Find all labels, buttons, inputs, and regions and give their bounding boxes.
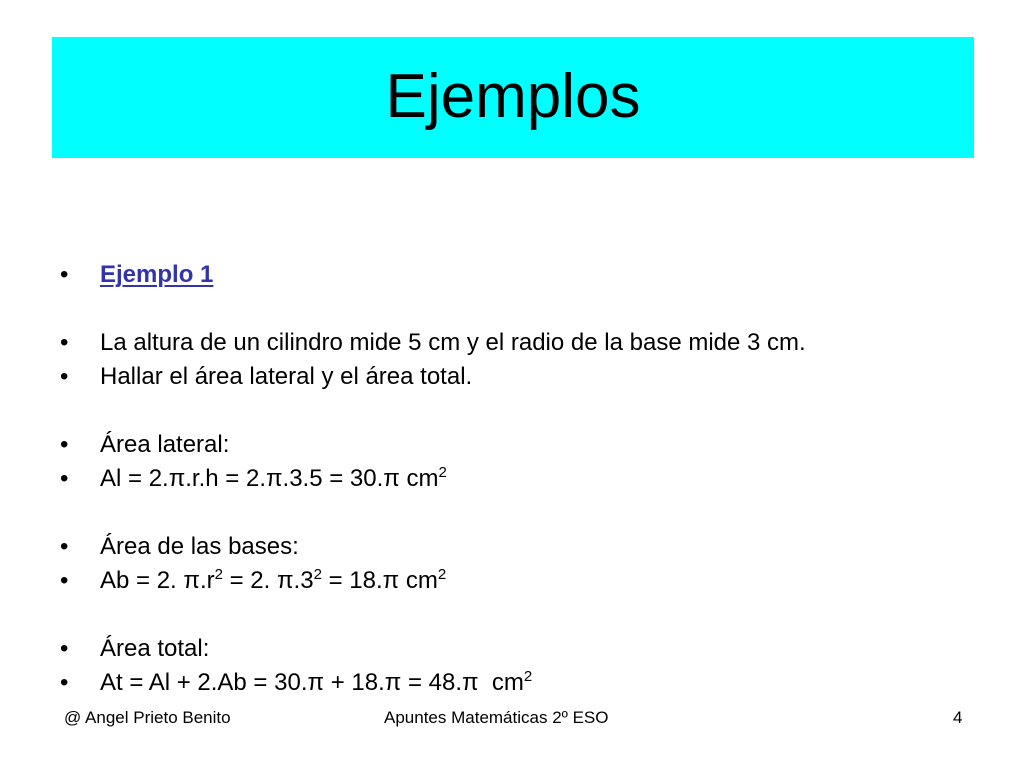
bases-area-formula	[100, 564, 446, 601]
bases-formula-part-a: Ab = 2. π.r	[100, 567, 215, 594]
example-heading-link[interactable]: Ejemplo 1	[100, 261, 214, 288]
slide-title: Ejemplos	[385, 61, 641, 131]
bullet-problem-1	[60, 326, 980, 360]
bases-exponent-a: 2	[214, 566, 223, 583]
bullet-bases-label	[60, 530, 980, 564]
bullet-problem-2	[60, 360, 980, 394]
problem-statement-text: La altura de un cilindro mide 5 cm y el radio de la base mide 3 cm.	[100, 329, 806, 356]
problem-question-text: Hallar el área lateral y el área total.	[100, 363, 473, 390]
bullet-icon: •	[60, 635, 69, 662]
lateral-area-label: Área lateral:	[100, 431, 230, 458]
bases-exponent-c: 2	[437, 566, 447, 583]
bullet-lateral-label	[60, 428, 980, 462]
bullet-icon: •	[60, 669, 69, 696]
bullet-icon: •	[60, 431, 69, 458]
bases-formula-part-c: = 18.π cm	[321, 567, 438, 594]
bullet-total-label	[60, 632, 980, 666]
bullet-total-formula	[60, 666, 980, 700]
total-formula-text: At = Al + 2.Ab = 30.π + 18.π = 48.π cm	[100, 669, 524, 696]
lateral-formula-text: Al = 2.π.r.h = 2.π.3.5 = 30.π cm	[100, 465, 439, 492]
bullet-icon: •	[60, 567, 69, 594]
total-area-formula	[100, 666, 532, 703]
bullet-heading	[60, 258, 980, 292]
bases-area-label: Área de las bases:	[100, 533, 299, 560]
total-area-label: Área total:	[100, 635, 210, 662]
lateral-area-formula	[100, 462, 447, 499]
title-banner	[52, 37, 974, 158]
bases-exponent-b: 2	[313, 566, 322, 583]
bullet-icon: •	[60, 329, 69, 356]
footer-page-number: 4	[953, 708, 963, 727]
footer-author: @ Angel Prieto Benito	[64, 708, 231, 727]
total-exponent: 2	[523, 668, 533, 685]
bullet-lateral-formula	[60, 462, 980, 496]
lateral-exponent: 2	[438, 464, 447, 481]
bullet-icon: •	[60, 465, 69, 492]
bullet-icon: •	[60, 533, 69, 560]
bullet-icon: •	[60, 363, 69, 390]
footer-course: Apuntes Matemáticas 2º ESO	[384, 708, 609, 727]
bullet-bases-formula	[60, 564, 980, 598]
bullet-list	[60, 258, 980, 700]
bases-formula-part-b: = 2. π.3	[222, 567, 314, 594]
bullet-icon: •	[60, 261, 69, 288]
